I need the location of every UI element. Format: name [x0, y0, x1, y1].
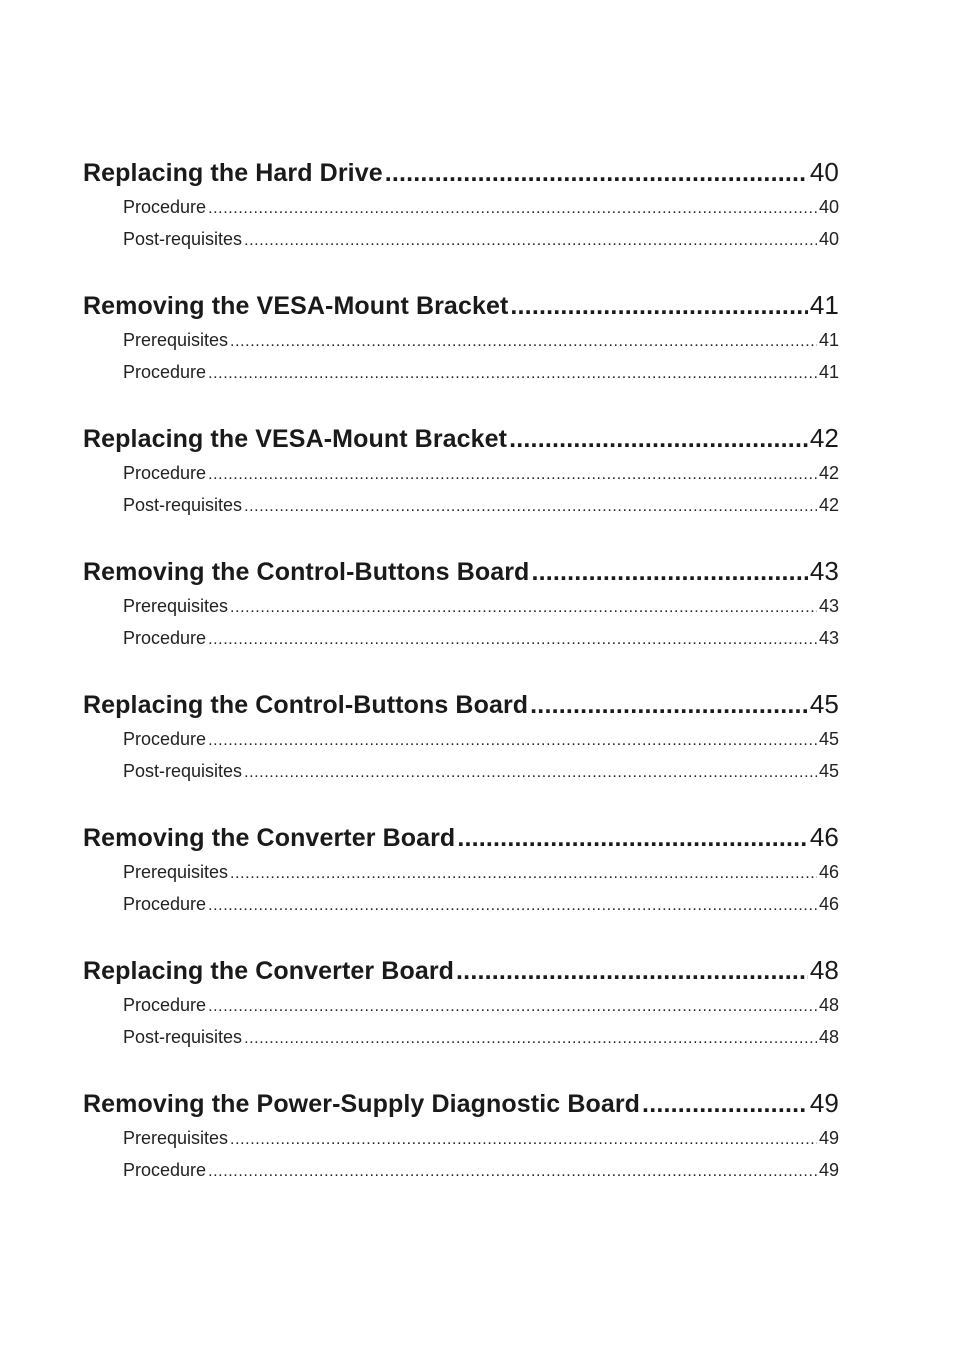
dot-leader [208, 888, 817, 922]
dot-leader [208, 457, 817, 491]
dot-leader [456, 952, 808, 990]
toc-subsection-title: Procedure [123, 729, 207, 749]
toc-page-number: 40 [818, 229, 839, 249]
dot-leader [208, 723, 817, 757]
toc-subsection-link[interactable] [123, 1154, 839, 1186]
toc-page-number: 49 [818, 1160, 839, 1180]
dot-leader [509, 420, 808, 458]
toc-chapter-title: Removing the Converter Board [83, 824, 456, 852]
toc-chapter-link[interactable] [83, 153, 839, 191]
dot-leader [208, 622, 817, 656]
dot-leader [208, 191, 817, 225]
table-of-contents [83, 153, 839, 1217]
dot-leader [230, 590, 817, 624]
toc-subsection-link[interactable] [123, 856, 839, 888]
toc-page-number: 46 [818, 894, 839, 914]
toc-page-number: 48 [809, 955, 839, 985]
toc-chapter-link[interactable] [83, 286, 839, 324]
toc-page-number: 43 [818, 628, 839, 648]
toc-subsection-title: Procedure [123, 628, 207, 648]
toc-page-number: 48 [818, 1027, 839, 1047]
dot-leader [208, 989, 817, 1023]
toc-page-number: 46 [809, 822, 839, 852]
toc-subsection-title: Prerequisites [123, 862, 229, 882]
toc-page-number: 40 [809, 157, 839, 187]
toc-subsection-link[interactable] [123, 223, 839, 255]
dot-leader [208, 1154, 817, 1188]
toc-page-number: 45 [809, 689, 839, 719]
toc-subsection-link[interactable] [123, 457, 839, 489]
toc-subsection-link[interactable] [123, 888, 839, 920]
toc-subsection-link[interactable] [123, 356, 839, 388]
toc-page-number: 45 [818, 761, 839, 781]
toc-section [83, 685, 839, 787]
dot-leader [230, 324, 817, 358]
toc-chapter-title: Replacing the Hard Drive [83, 159, 383, 187]
toc-section [83, 1084, 839, 1186]
toc-page-number: 40 [818, 197, 839, 217]
toc-chapter-title: Removing the Control-Buttons Board [83, 558, 530, 586]
toc-chapter-link[interactable] [83, 951, 839, 989]
dot-leader [642, 1085, 808, 1123]
toc-chapter-link[interactable] [83, 685, 839, 723]
toc-page-number: 41 [809, 290, 839, 320]
toc-page-number: 49 [818, 1128, 839, 1148]
toc-subsection-title: Post-requisites [123, 761, 243, 781]
toc-page-number: 42 [818, 495, 839, 515]
toc-section [83, 818, 839, 920]
toc-subsection-title: Post-requisites [123, 229, 243, 249]
toc-page-number: 49 [809, 1088, 839, 1118]
toc-page-number: 48 [818, 995, 839, 1015]
dot-leader [230, 856, 817, 890]
toc-page-number: 41 [818, 330, 839, 350]
toc-page-number: 42 [818, 463, 839, 483]
toc-subsection-title: Procedure [123, 1160, 207, 1180]
toc-section [83, 286, 839, 388]
toc-page-number: 43 [818, 596, 839, 616]
toc-chapter-title: Replacing the Converter Board [83, 957, 455, 985]
toc-subsection-link[interactable] [123, 622, 839, 654]
toc-section [83, 552, 839, 654]
toc-subsection-link[interactable] [123, 755, 839, 787]
toc-subsection-title: Procedure [123, 894, 207, 914]
toc-subsection-title: Post-requisites [123, 1027, 243, 1047]
toc-subsection-link[interactable] [123, 1122, 839, 1154]
toc-subsection-link[interactable] [123, 1021, 839, 1053]
toc-subsection-title: Prerequisites [123, 596, 229, 616]
toc-page-number: 43 [809, 556, 839, 586]
toc-subsection-title: Procedure [123, 463, 207, 483]
dot-leader [208, 356, 817, 390]
dot-leader [230, 1122, 817, 1156]
toc-subsection-title: Procedure [123, 197, 207, 217]
dot-leader [244, 223, 817, 257]
dot-leader [244, 1021, 817, 1055]
toc-page-number: 45 [818, 729, 839, 749]
toc-chapter-link[interactable] [83, 552, 839, 590]
toc-subsection-title: Post-requisites [123, 495, 243, 515]
toc-section [83, 419, 839, 521]
toc-chapter-link[interactable] [83, 818, 839, 856]
dot-leader [457, 819, 808, 857]
dot-leader [531, 553, 807, 591]
toc-subsection-title: Procedure [123, 995, 207, 1015]
toc-page-number: 42 [809, 423, 839, 453]
dot-leader [510, 287, 807, 325]
toc-subsection-link[interactable] [123, 191, 839, 223]
toc-chapter-link[interactable] [83, 1084, 839, 1122]
toc-chapter-title: Removing the Power-Supply Diagnostic Board [83, 1090, 641, 1118]
toc-subsection-link[interactable] [123, 590, 839, 622]
toc-subsection-title: Prerequisites [123, 330, 229, 350]
toc-subsection-link[interactable] [123, 489, 839, 521]
dot-leader [530, 686, 808, 724]
toc-section [83, 951, 839, 1053]
toc-subsection-link[interactable] [123, 989, 839, 1021]
toc-subsection-link[interactable] [123, 324, 839, 356]
dot-leader [244, 755, 817, 789]
toc-chapter-link[interactable] [83, 419, 839, 457]
dot-leader [244, 489, 817, 523]
toc-chapter-title: Removing the VESA-Mount Bracket [83, 292, 509, 320]
toc-subsection-link[interactable] [123, 723, 839, 755]
toc-chapter-title: Replacing the Control-Buttons Board [83, 691, 529, 719]
toc-subsection-title: Prerequisites [123, 1128, 229, 1148]
toc-page-number: 46 [818, 862, 839, 882]
toc-chapter-title: Replacing the VESA-Mount Bracket [83, 425, 508, 453]
toc-section [83, 153, 839, 255]
toc-subsection-title: Procedure [123, 362, 207, 382]
toc-page-number: 41 [818, 362, 839, 382]
dot-leader [385, 154, 808, 192]
